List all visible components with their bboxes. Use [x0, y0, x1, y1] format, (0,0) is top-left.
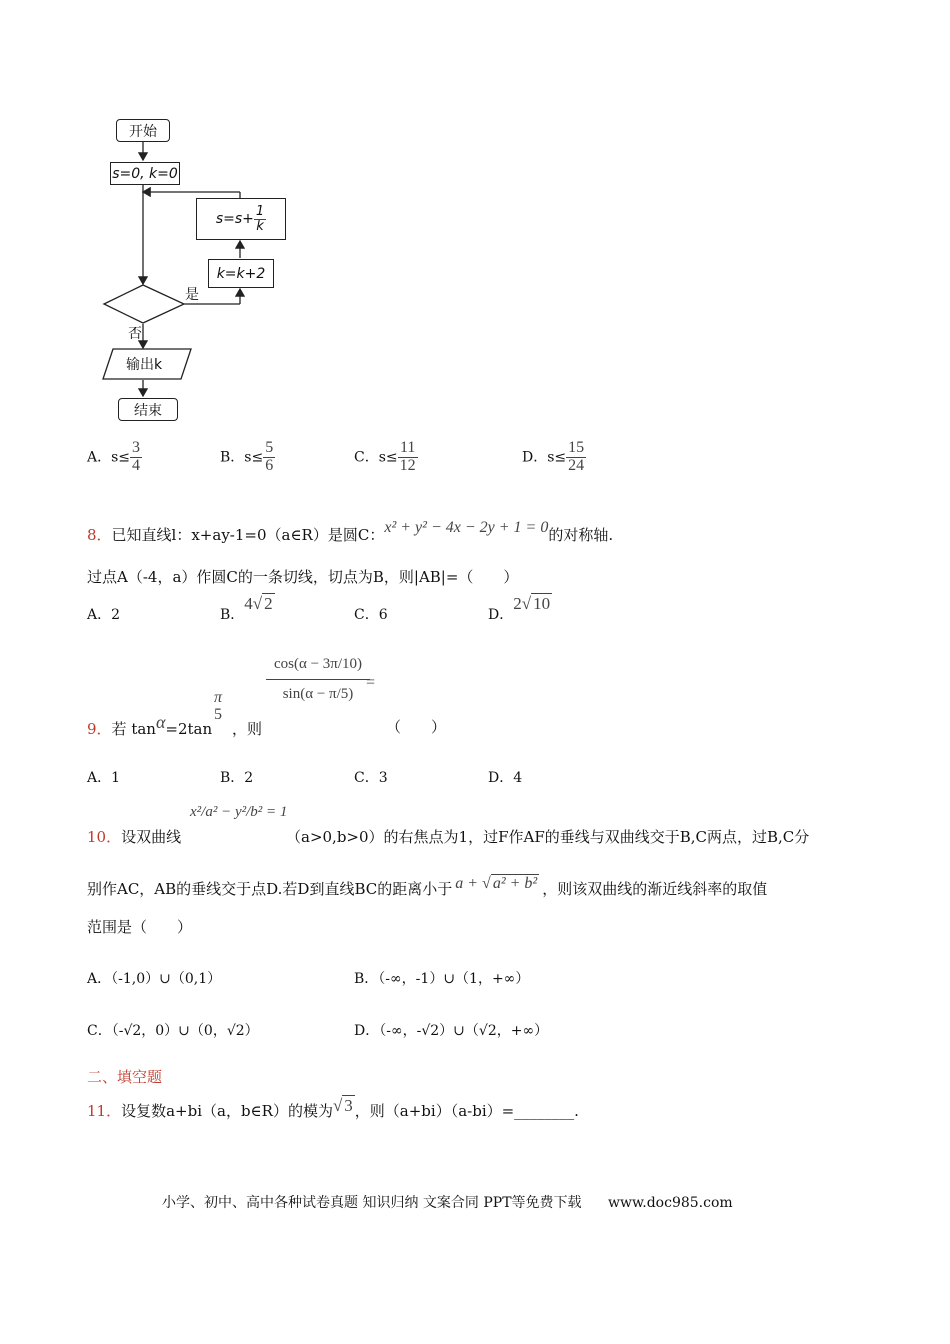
q8-circle-equation: x² + y² − 4x − 2y + 1 = 0 — [384, 519, 549, 536]
q8-option-d-math: 2√ 10 — [513, 594, 551, 613]
q10-text1: 设双曲线 — [121, 828, 182, 846]
q10-option-b: B．（-∞，-1）∪（1，+∞） — [354, 971, 530, 987]
q7-option-a-frac — [130, 440, 142, 475]
q11-text2: ，则（a+bi）（a-bi）=________. — [354, 1102, 579, 1120]
frac-denominator: k — [256, 218, 264, 234]
q7-option-b — [220, 440, 275, 475]
q7-option-d-label: D．s≤ — [522, 449, 567, 466]
frac-numerator: 11 — [398, 440, 418, 458]
q7-option-c-frac — [398, 440, 418, 475]
q9-text2: =2tan — [165, 720, 213, 738]
q8-option-a: A．2 — [87, 607, 121, 623]
frac-numerator: π — [214, 689, 223, 706]
q10-number: 10． — [87, 828, 122, 846]
frac-denominator: 5 — [214, 705, 222, 723]
q8-option-c: C．6 — [354, 607, 388, 623]
frac-denominator: 24 — [568, 456, 585, 474]
q7-option-c-label: C．s≤ — [354, 449, 398, 466]
q11-text1: 设复数a+bi（a，b∈R）的模为 — [121, 1102, 333, 1120]
q8-option-b-radicand: 2 — [264, 594, 273, 613]
q9-number: 9． — [87, 720, 112, 738]
q10-distance-a: a + — [455, 875, 479, 892]
q10-stem-line3: 范围是（ ） — [87, 918, 193, 936]
q9-equals: = — [366, 674, 376, 691]
frac-numerator: 5 — [265, 439, 274, 456]
q7-option-b-label: B．s≤ — [220, 449, 264, 466]
flowchart-no-label: 否 — [128, 326, 142, 342]
q10-line2-a: 别作AC，AB的垂线交于点D.若D到直线BC的距离小于 — [87, 880, 453, 898]
flowchart-s-update-prefix: s=s+ — [215, 211, 254, 227]
flowchart-output-label — [126, 354, 162, 374]
flowchart-k-update-label: k=k+2 — [216, 265, 266, 282]
flowchart-output-text: 输出k — [126, 357, 163, 373]
q8-option-d — [488, 594, 552, 623]
footer-text: 小学、初中、高中各种试卷真题 知识归纳 文案合同 PPT等免费下载 — [162, 1195, 582, 1211]
flowchart-init-label: s=0, k=0 — [112, 165, 178, 182]
q10-stem-line1 — [87, 826, 181, 847]
q8-option-d-radicand: 10 — [533, 594, 551, 613]
q9-alpha: α — [155, 712, 166, 732]
q8-text1: 已知直线l：x+ay-1=0（a∈R）是圆C： — [111, 526, 385, 544]
q8-option-d-coef: 2 — [513, 594, 522, 613]
q11-stem — [87, 1096, 579, 1121]
q7-option-a-label: A．s≤ — [87, 449, 131, 466]
q10-text2: （a>0,b>0）的右焦点为1，过F作AF的垂线与双曲线交于B,C两点，过B,C分 — [286, 828, 810, 846]
q8-stem-line1 — [87, 519, 614, 545]
frac-denominator: 12 — [399, 456, 416, 474]
q8-option-b — [220, 594, 275, 623]
flowchart-k-update — [208, 259, 274, 288]
q7-option-a — [87, 440, 142, 475]
flowchart-s-update — [196, 198, 286, 240]
q9-pi-over-5 — [212, 690, 224, 724]
q9-paren: （ ） — [386, 718, 447, 736]
q10-line2-b: ，则该双曲线的渐近线斜率的取值 — [542, 880, 768, 898]
section-heading-fill-in: 二、填空题 — [87, 1068, 163, 1086]
frac-denominator: 6 — [265, 456, 274, 474]
q8-option-d-label: D． — [488, 607, 514, 623]
flowchart-yes-label: 是 — [185, 287, 199, 303]
q9-frac-denominator: sin(α − π/5) — [282, 686, 354, 702]
q8-stem-line2 — [87, 566, 518, 587]
q7-option-d — [522, 440, 586, 475]
frac-numerator: 15 — [568, 439, 585, 456]
q8-option-b-coef: 4 — [244, 594, 253, 613]
frac-numerator: 1 — [255, 203, 265, 219]
q9-option-a: A．1 — [87, 770, 121, 786]
footer-url[interactable]: www.doc985.com — [607, 1195, 733, 1211]
q9-big-fraction — [266, 640, 370, 703]
q8-option-b-label: B． — [220, 607, 245, 623]
q10-option-c: C．（-√2，0）∪（0，√2） — [87, 1023, 259, 1039]
flowchart-s-update-frac — [254, 205, 266, 233]
q7-option-c — [354, 440, 418, 475]
q9-text3: ，则 — [232, 720, 263, 738]
q10-distance-expr: a + √ a² + b² — [455, 875, 538, 892]
frac-numerator: 3 — [132, 439, 141, 456]
q8-line2: 过点A（-4，a）作圆C的一条切线，切点为B，则|AB|=（ ） — [87, 568, 519, 586]
frac-denominator: 4 — [132, 456, 141, 474]
q7-option-d-frac — [566, 440, 586, 475]
flowchart-start — [116, 119, 170, 142]
q7-option-b-frac — [263, 440, 275, 475]
q9-text1: 若 tan — [111, 720, 156, 738]
q11-radicand: 3 — [344, 1096, 353, 1115]
page-footer — [162, 1192, 733, 1212]
q8-number: 8． — [87, 526, 112, 544]
q9-option-c: C．3 — [354, 770, 388, 786]
q9-frac-numerator: cos(α − 3π/10) — [273, 656, 363, 672]
q10-option-d: D．（-∞，-√2）∪（√2，+∞） — [354, 1023, 549, 1039]
flowchart-end-label: 结束 — [134, 402, 162, 419]
flowchart-start-label: 开始 — [129, 123, 157, 140]
q10-stem-line2 — [87, 875, 768, 899]
q11-number: 11． — [87, 1102, 122, 1120]
q11-sqrt: √ 3 — [332, 1096, 353, 1115]
q9-option-d: D．4 — [488, 770, 523, 786]
q9-option-b: B．2 — [220, 770, 254, 786]
flowchart-init — [110, 162, 180, 185]
q10-hyperbola-equation: x²/a² − y²/b² = 1 — [190, 804, 288, 820]
q10-distance-radicand: a² + b² — [492, 875, 538, 892]
q8-option-b-math: 4√ 2 — [244, 594, 273, 613]
flowchart-end — [118, 398, 178, 421]
q9-stem — [87, 712, 213, 739]
q10-option-a: A．（-1,0）∪（0,1） — [87, 971, 222, 987]
q8-text2: 的对称轴. — [548, 526, 614, 544]
